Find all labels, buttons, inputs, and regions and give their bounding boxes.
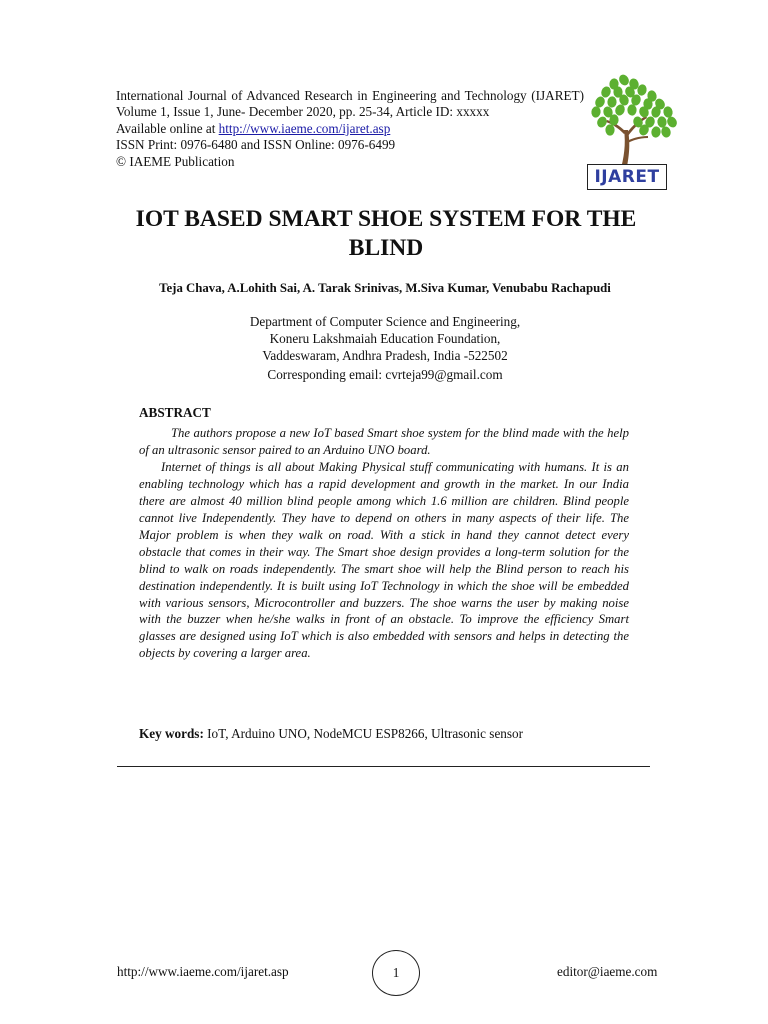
- keywords-label: Key words:: [139, 726, 204, 741]
- abstract-body: [139, 425, 629, 662]
- affiliation: [140, 314, 630, 364]
- affiliation-line: Koneru Lakshmaiah Education Foundation,: [269, 330, 501, 346]
- paper-title: IOT BASED SMART SHOE SYSTEM FOR THE BLIND: [135, 206, 637, 261]
- affiliation-line: Vaddeswaram, Andhra Pradesh, India -522502: [262, 347, 508, 363]
- keywords-text: IoT, Arduino UNO, NodeMCU ESP8266, Ultrasonic sensor: [203, 726, 524, 741]
- leaf-icon: [591, 106, 602, 118]
- leaf-icon: [617, 73, 631, 87]
- leaf-icon: [657, 116, 667, 128]
- leaf-icon: [605, 124, 614, 135]
- ijaret-logo-label: IJARET: [587, 164, 667, 190]
- abstract-paragraph: The authors propose a new IoT based Smart shoe system for the blind made with the help of an ultrasonic sensor paired to an Arduino UNO board.: [139, 426, 629, 457]
- page-number: 1: [372, 950, 420, 996]
- leaf-icon: [651, 126, 662, 139]
- leaf-icon: [607, 96, 617, 108]
- availability-line: [116, 121, 584, 137]
- affiliation-line: Department of Computer Science and Engineering,: [249, 314, 521, 329]
- footer-email: editor@iaeme.com: [557, 964, 658, 979]
- abstract-paragraph: Internet of things is all about Making Physical stuff communicating with humans. It is an enabling technology which has a rapid development and growth in the market. In our India there are almost 40 million blind people among which 1.6 million are children. Blind people cannot live Independently. They have to depend on others in many aspects of their life. The Major problem is when they walk on road. With a stick in hand they cannot detect every obstacle that comes in their way. The Smart shoe design provides a long-term solution for the blind to walk on roads independently. The smart shoe will help the Blind person to reach his destination independently. It is built using IoT Technology in which the shoe will be embedded with various sensors, Microcontroller and buzzers. The shoe warns the user by making noise with the buzzer when he/she walks in front of an obstacle. To improve the efficiency Smart glasses are designed using IoT which is also embedded with sensors and helps in detecting the objects by covering a larger area.: [139, 459, 629, 661]
- publisher-line: © IAEME Publication: [116, 153, 235, 169]
- journal-link[interactable]: http://www.iaeme.com/ijaret.asp: [218, 120, 391, 136]
- abstract-heading: ABSTRACT: [139, 405, 211, 420]
- corresponding-email: Corresponding email: cvrteja99@gmail.com: [267, 367, 503, 382]
- section-divider: [117, 766, 650, 767]
- journal-header: [116, 88, 584, 170]
- author-list: Teja Chava, A.Lohith Sai, A. Tarak Srinivas, M.Siva Kumar, Venubabu Rachapudi: [159, 281, 611, 295]
- issn-line: ISSN Print: 0976-6480 and ISSN Online: 0976-6499: [116, 137, 396, 153]
- leaf-icon: [627, 104, 636, 115]
- availability-prefix: Available online at: [116, 120, 219, 136]
- journal-citation: International Journal of Advanced Research in Engineering and Technology (IJARET) Volume 1, Issue 1, June- December 2020, pp. 25-34, Article ID: xxxxx: [116, 88, 584, 120]
- keywords: [139, 725, 639, 742]
- footer-url: http://www.iaeme.com/ijaret.asp: [117, 964, 289, 979]
- leaf-icon: [662, 106, 673, 119]
